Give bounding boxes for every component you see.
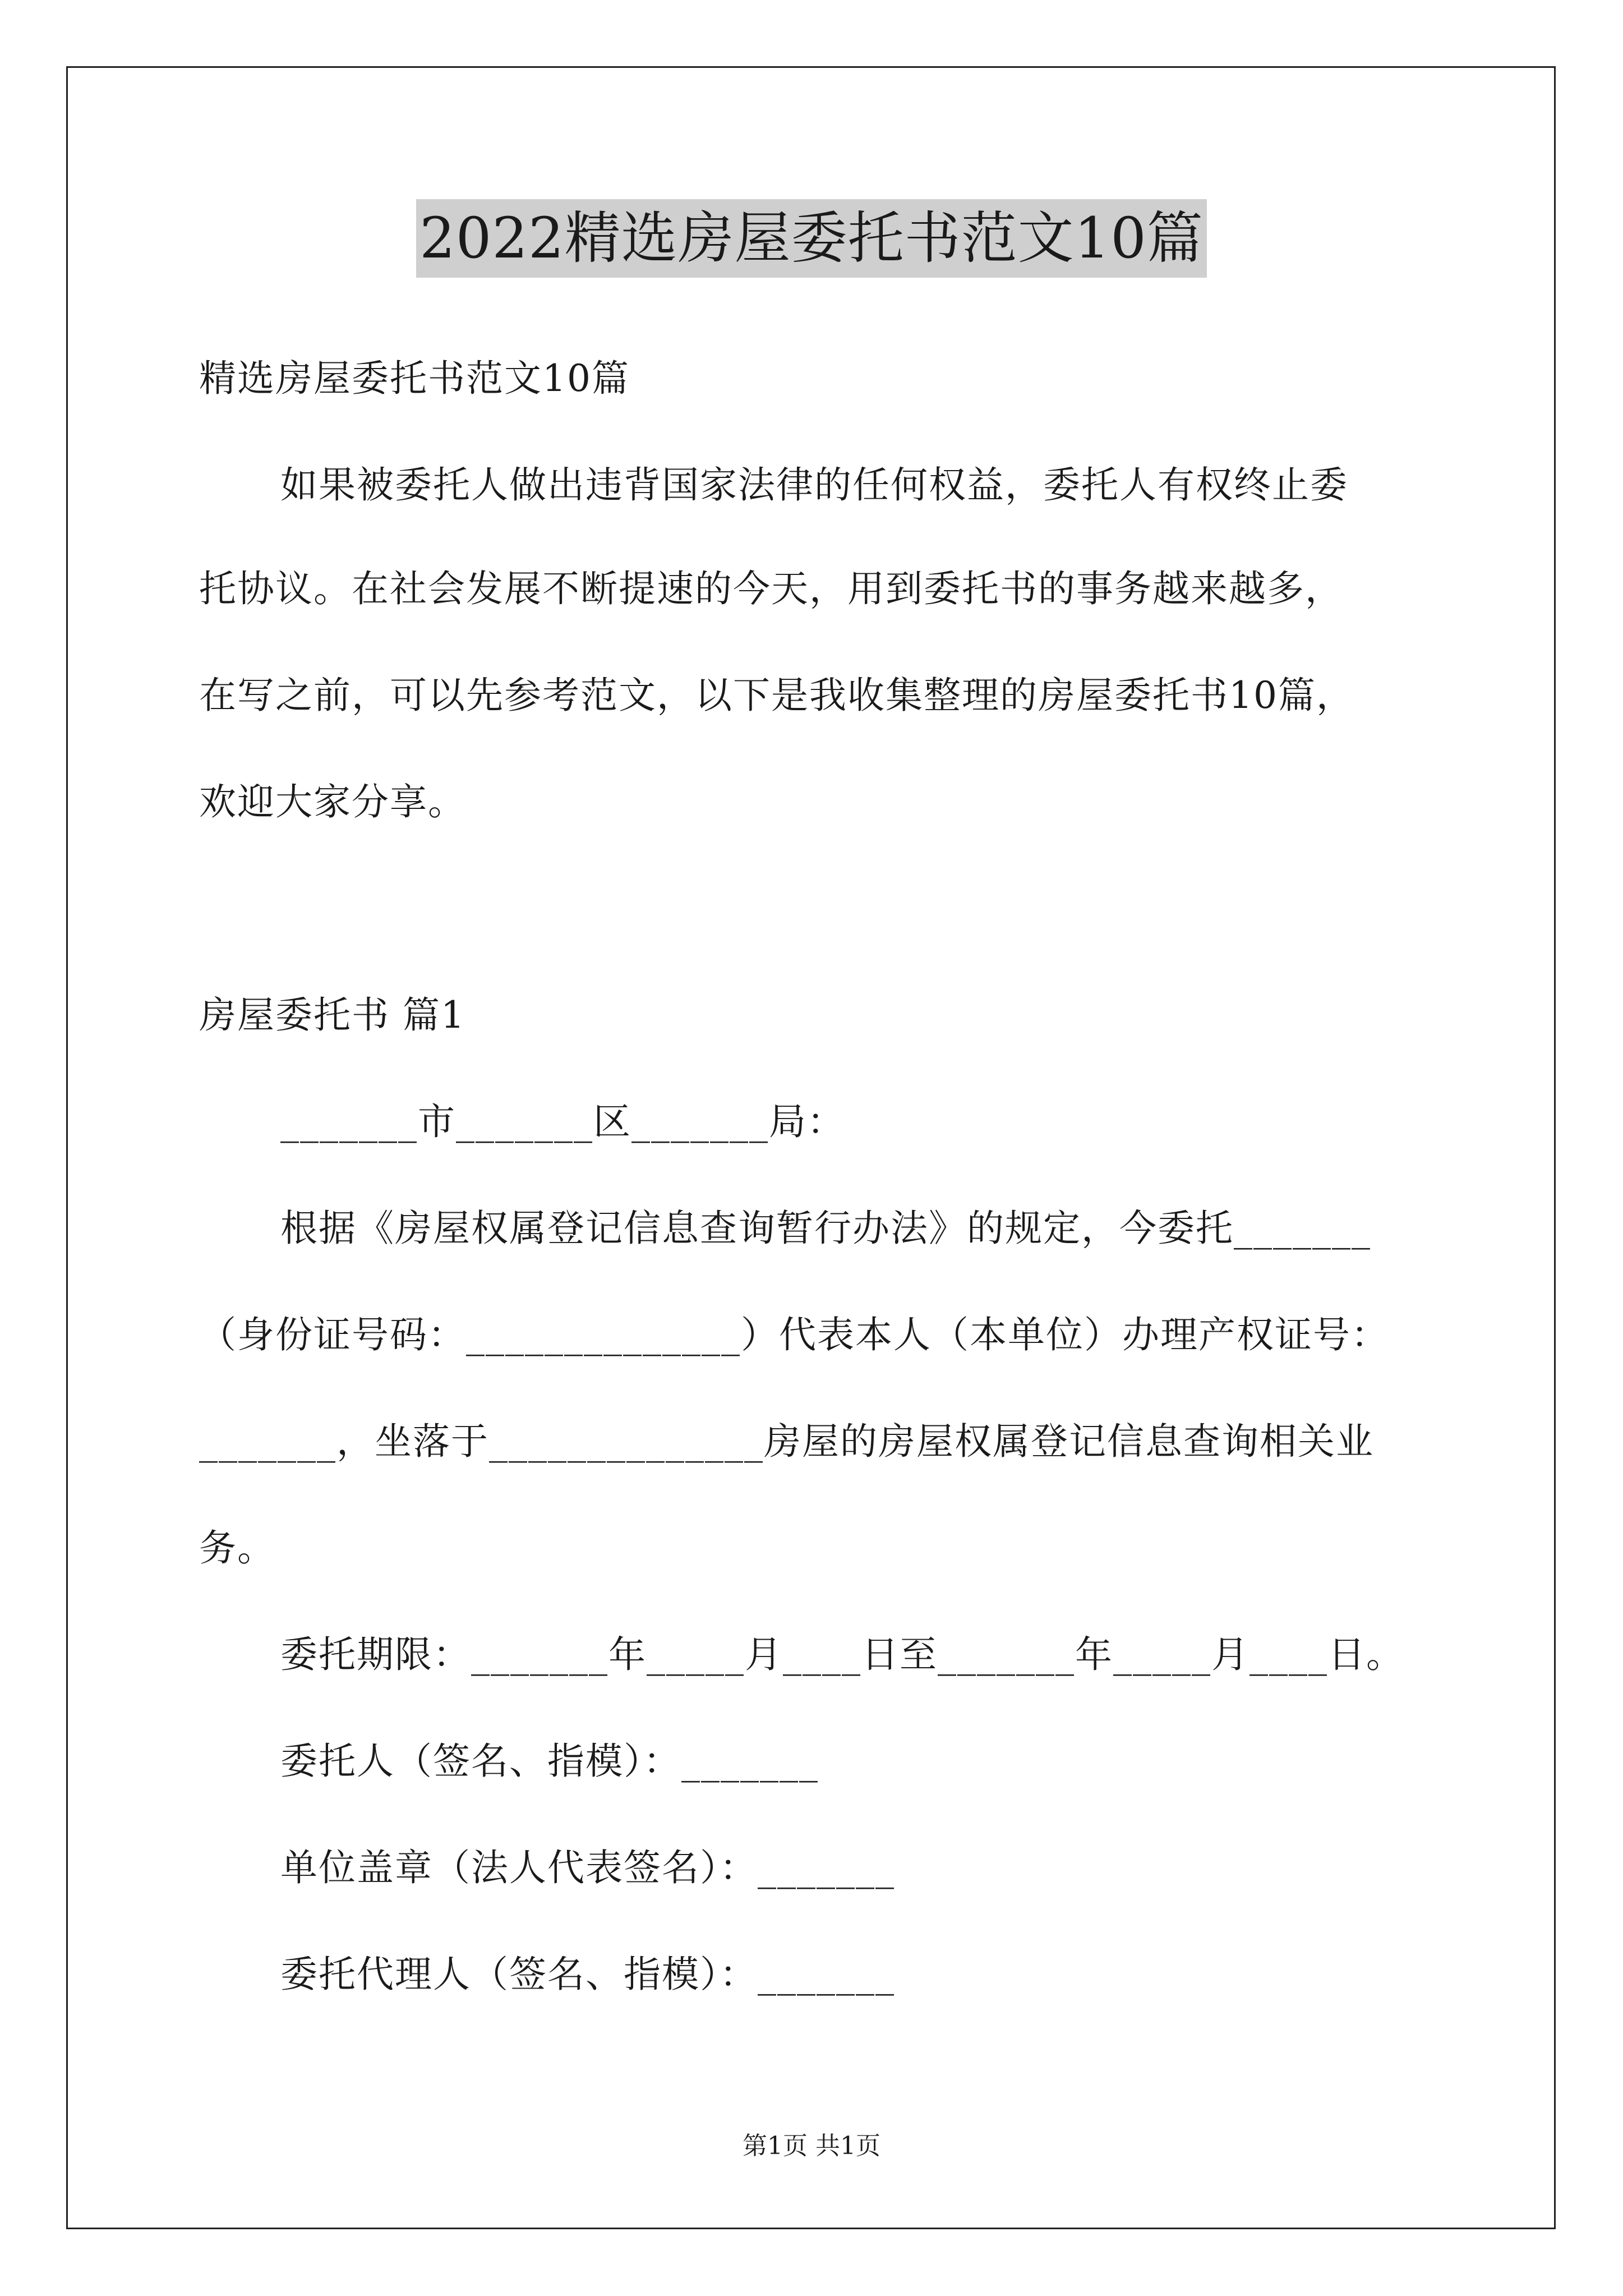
intro-line-1: 如果被委托人做出违背国家法律的任何权益，委托人有权终止委 [280, 463, 1348, 507]
body-line-3: _______，坐落于______________房屋的房屋权属登记信息查询相关业 [199, 1420, 1374, 1463]
page-footer: 第1页 共1页 [743, 2132, 880, 2160]
principal-line: 委托人（签名、指模）：_______ [280, 1740, 819, 1783]
seal-line: 单位盖章（法人代表签名）：_______ [280, 1846, 895, 1889]
intro-line-2: 托协议。在社会发展不断提速的今天，用到委托书的事务越来越多， [199, 567, 1343, 610]
title-container [0, 199, 1623, 278]
document-title: 2022精选房屋委托书范文10篇 [416, 199, 1207, 278]
body-line-1: 根据《房屋权属登记信息查询暂行办法》的规定，今委托_______ [280, 1207, 1371, 1250]
address-line: _______市_______区_______局： [280, 1100, 845, 1143]
body-line-4: 务。 [199, 1526, 275, 1570]
section-heading: 房屋委托书 篇1 [199, 993, 465, 1037]
agent-line: 委托代理人（签名、指模）：_______ [280, 1953, 895, 1996]
period-line: 委托期限：_______年_____月____日至_______年_____月____日。 [280, 1633, 1404, 1676]
intro-line-4: 欢迎大家分享。 [199, 780, 466, 823]
document-subtitle: 精选房屋委托书范文10篇 [199, 357, 630, 400]
body-line-2: （身份证号码：______________）代表本人（本单位）办理产权证号： [199, 1313, 1389, 1356]
intro-line-3: 在写之前，可以先参考范文，以下是我收集整理的房屋委托书10篇， [199, 674, 1354, 717]
